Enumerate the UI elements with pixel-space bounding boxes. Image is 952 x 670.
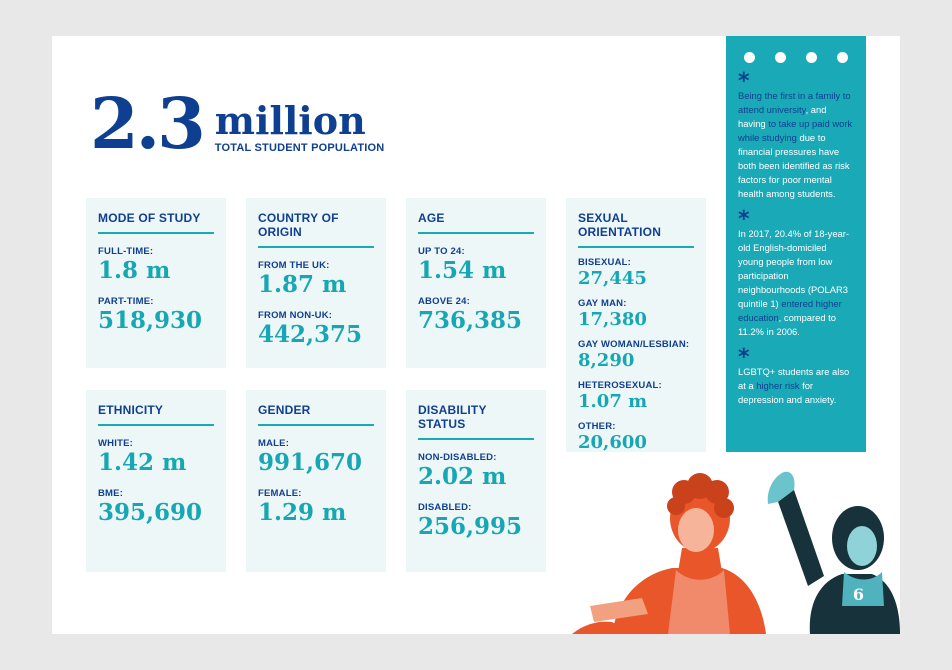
asterisk-icon: *	[738, 345, 750, 370]
note-text-span: , compared to 11.2% in 2006.	[738, 312, 836, 337]
hero-number: 2.3	[90, 82, 203, 165]
stat-from-uk	[258, 260, 374, 298]
stat-full-time	[98, 246, 214, 284]
stat-value: 1.54 m	[418, 257, 507, 284]
stat-value: 1.42 m	[98, 449, 187, 476]
stat-value: 1.29 m	[258, 499, 347, 526]
stat-label: ABOVE 24:	[418, 296, 470, 307]
stat-label: GAY MAN:	[578, 298, 627, 309]
stat-label: FROM THE UK:	[258, 260, 330, 271]
students-photo	[572, 456, 900, 634]
page-number: 6	[852, 585, 864, 604]
stat-label: BME:	[98, 488, 124, 499]
student-right-figure	[776, 490, 900, 634]
card-mode-of-study	[86, 198, 226, 368]
stat-heterosexual	[578, 380, 694, 412]
note-highlight: to take up paid work while studying	[738, 118, 853, 143]
binder-hole	[744, 52, 755, 63]
stat-bme	[98, 488, 214, 526]
stat-value: 442,375	[258, 321, 363, 348]
stat-label: FULL-TIME:	[98, 246, 154, 257]
hero-side	[214, 98, 385, 154]
stat-value: 256,995	[418, 513, 523, 540]
card-gender	[246, 390, 386, 572]
stat-value: 20,600	[578, 432, 647, 453]
note-polar3	[738, 207, 854, 339]
card-title: ETHNICITY	[98, 403, 214, 426]
note-text-span: , and having	[738, 104, 827, 129]
note-text-span: for depression and anxiety.	[738, 380, 837, 405]
binder-holes	[738, 36, 854, 63]
student-right-face	[847, 526, 877, 566]
stat-value: 991,670	[258, 449, 363, 476]
stat-value: 8,290	[578, 350, 635, 371]
stat-label: PART-TIME:	[98, 296, 154, 307]
stat-label: UP TO 24:	[418, 246, 465, 257]
stat-label: HETEROSEXUAL:	[578, 380, 662, 391]
card-title: MODE OF STUDY	[98, 211, 214, 234]
hero-subtitle: TOTAL STUDENT POPULATION	[214, 142, 385, 154]
stat-bisexual	[578, 257, 694, 289]
note-highlight: entered higher education	[738, 298, 842, 323]
note-text-span: In 2017, 20.4% of 18-year-old English-domiciled young people from low participation neighbourhoods (POLAR3 quintile 1)	[738, 228, 850, 309]
stat-up-to-24	[418, 246, 534, 284]
card-disability-status	[406, 390, 546, 572]
sidebar-notes	[726, 36, 866, 452]
asterisk-icon: *	[738, 207, 750, 232]
asterisk-icon: *	[738, 69, 750, 94]
stat-value: 27,445	[578, 268, 647, 289]
stat-female	[258, 488, 374, 526]
stat-label: FEMALE:	[258, 488, 302, 499]
stat-label: FROM NON-UK:	[258, 310, 333, 321]
hero-stat	[90, 82, 385, 165]
stat-non-disabled	[418, 452, 534, 490]
hero-unit: million	[214, 98, 366, 143]
stat-value: 736,385	[418, 307, 523, 334]
note-highlight: higher risk	[756, 380, 800, 391]
note-text	[738, 365, 854, 407]
stat-part-time	[98, 296, 214, 334]
stat-above-24	[418, 296, 534, 334]
binder-hole	[837, 52, 848, 63]
card-age	[406, 198, 546, 368]
note-lgbtq	[738, 345, 854, 407]
card-sexual-orientation	[566, 198, 706, 452]
card-title: GENDER	[258, 403, 374, 426]
stat-label: GAY WOMAN/LESBIAN:	[578, 339, 690, 350]
stat-value: 2.02 m	[418, 463, 507, 490]
card-title: AGE	[418, 211, 534, 234]
stat-gay-man	[578, 298, 694, 330]
card-title: DISABILITY STATUS	[418, 403, 534, 440]
note-first-in-family	[738, 69, 854, 201]
student-left-face	[678, 508, 714, 552]
report-page	[52, 36, 900, 634]
stat-from-non-uk	[258, 310, 374, 348]
stat-label: OTHER:	[578, 421, 616, 432]
card-ethnicity	[86, 390, 226, 572]
stat-male	[258, 438, 374, 476]
stat-value: 17,380	[578, 309, 647, 330]
binder-hole	[806, 52, 817, 63]
stat-label: WHITE:	[98, 438, 133, 449]
stat-value: 518,930	[98, 307, 203, 334]
note-text-span: due to financial pressures have both been identified as risk factors for poor mental health among students.	[738, 132, 850, 199]
note-text	[738, 227, 854, 339]
stat-value: 1.8 m	[98, 257, 171, 284]
stat-label: MALE:	[258, 438, 290, 449]
stat-value: 395,690	[98, 499, 203, 526]
card-country-of-origin	[246, 198, 386, 368]
card-title: SEXUAL ORIENTATION	[578, 211, 694, 248]
note-highlight: Being the first in a family to attend university	[738, 90, 851, 115]
stat-value: 1.07 m	[578, 391, 648, 412]
card-title: COUNTRY OF ORIGIN	[258, 211, 374, 248]
binder-hole	[775, 52, 786, 63]
stat-disabled	[418, 502, 534, 540]
stat-label: NON-DISABLED:	[418, 452, 497, 463]
stat-value: 1.87 m	[258, 271, 347, 298]
note-text	[738, 89, 854, 201]
note-text-span: LGBTQ+ students are also at a	[738, 366, 850, 391]
stat-other	[578, 421, 694, 453]
stat-label: BISEXUAL:	[578, 257, 631, 268]
stat-gay-woman-lesbian	[578, 339, 694, 371]
stat-white	[98, 438, 214, 476]
stat-label: DISABLED:	[418, 502, 472, 513]
